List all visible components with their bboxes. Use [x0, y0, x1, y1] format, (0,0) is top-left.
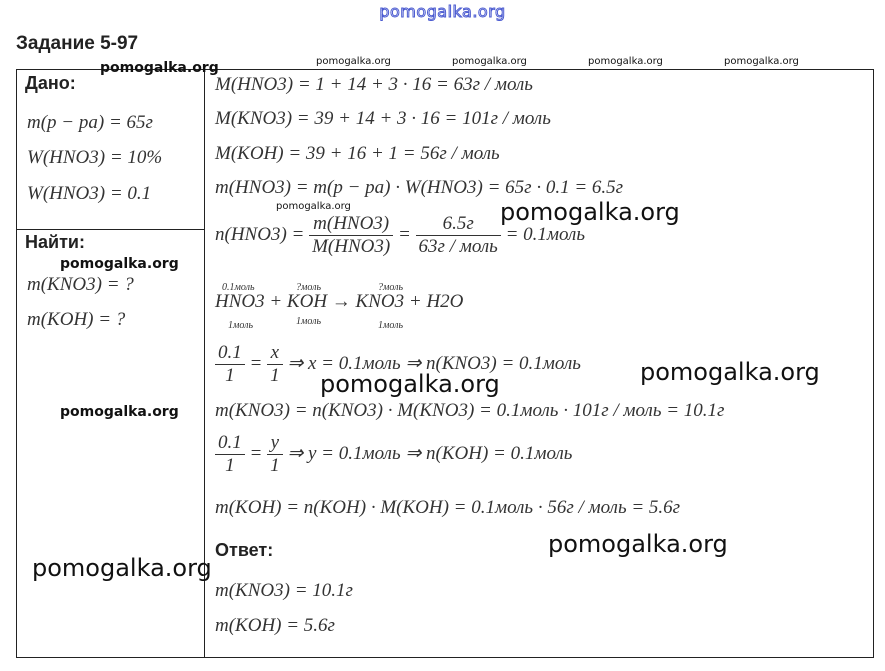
watermark: pomogalka.org [320, 370, 500, 398]
row-divider [16, 229, 204, 230]
fraction-numerator: 0.1 [215, 342, 245, 365]
fraction [215, 432, 245, 477]
watermark: pomogalka.org [452, 56, 527, 67]
watermark: pomogalka.org [548, 530, 728, 558]
watermark: pomogalka.org [588, 56, 663, 67]
solution-line: M(HNO3) = 1 + 14 + 3 · 16 = 63г / моль [215, 74, 533, 95]
watermark: pomogalka.org [60, 256, 179, 272]
mol-annotation-bottom: 1моль [296, 316, 322, 327]
watermark: pomogalka.org [724, 56, 799, 67]
given-label: Дано: [25, 73, 76, 93]
solution-line: M(KOH) = 39 + 16 + 1 = 56г / моль [215, 143, 500, 164]
find-item: m(KOH) = ? [27, 309, 126, 330]
fraction [267, 432, 283, 477]
fraction-denominator: M(HNO3) [312, 236, 391, 257]
fraction-numerator: 6.5г [416, 213, 501, 236]
find-item: m(KNO3) = ? [27, 274, 134, 295]
proportion-result: ⇒ y = 0.1моль ⇒ n(KOH) = 0.1моль [287, 442, 573, 464]
mol-annotation-bottom: 1моль [228, 320, 254, 331]
equals-sign: = [249, 442, 263, 464]
watermark: pomogalka.org [276, 201, 351, 212]
watermark: pomogalka.org [500, 198, 680, 226]
proportion-result: ⇒ x = 0.1моль ⇒ n(KNO3) = 0.1моль [287, 352, 581, 374]
fraction-numerator: 0.1 [215, 432, 245, 455]
answer-item: m(KOH) = 5.6г [215, 615, 335, 636]
watermark: pomogalka.org [640, 358, 820, 386]
mol-annotation-top: 0.1моль [222, 282, 255, 293]
find-label: Найти: [25, 232, 85, 252]
given-item: m(р − ра) = 65г [27, 112, 153, 133]
fraction-denominator: 1 [270, 365, 280, 386]
proportion-y [215, 432, 572, 477]
given-item: W(HNO3) = 10% [27, 147, 163, 168]
mol-annotation-bottom: 1моль [378, 320, 404, 331]
fraction [309, 213, 393, 258]
fraction [416, 213, 501, 258]
answer-label: Ответ: [215, 540, 274, 560]
solution-line: m(KOH) = n(KOH) · M(KOH) = 0.1моль · 56г / моль = 5.6г [215, 497, 681, 518]
mol-annotation-top: ?моль [296, 282, 322, 293]
solution-line: m(KNO3) = n(KNO3) · M(KNO3) = 0.1моль · 101г / моль = 10.1г [215, 400, 725, 421]
reaction-equation: HNO3 + KOH → KNO3 + H2O [215, 291, 464, 312]
fraction-denominator: 1 [270, 455, 280, 476]
formula-result: = 0.1моль [505, 223, 585, 245]
mol-annotation-top: ?моль [378, 282, 404, 293]
fraction-denominator: 1 [225, 365, 235, 386]
fraction-numerator: x [267, 342, 283, 365]
watermark: pomogalka.org [60, 404, 179, 420]
site-logo: pomogalka.org [379, 2, 506, 21]
given-item: W(HNO3) = 0.1 [27, 183, 152, 204]
fraction-numerator: y [267, 432, 283, 455]
watermark: pomogalka.org [32, 554, 212, 582]
solution-line: m(HNO3) = m(р − ра) · W(HNO3) = 65г · 0.1 = 6.5г [215, 177, 624, 198]
solution-line: M(KNO3) = 39 + 14 + 3 · 16 = 101г / моль [215, 108, 551, 129]
watermark: pomogalka.org [100, 60, 219, 76]
formula-left: n(HNO3) = [215, 223, 305, 245]
fraction [215, 342, 245, 387]
fraction-denominator: 1 [225, 455, 235, 476]
page-title: Задание 5-97 [16, 33, 139, 54]
fraction [267, 342, 283, 387]
equals-sign: = [249, 352, 263, 374]
fraction-denominator: 63г / моль [418, 236, 498, 257]
watermark: pomogalka.org [316, 56, 391, 67]
equals-sign: = [397, 223, 411, 245]
answer-item: m(KNO3) = 10.1г [215, 580, 353, 601]
fraction-numerator: m(HNO3) [309, 213, 393, 236]
